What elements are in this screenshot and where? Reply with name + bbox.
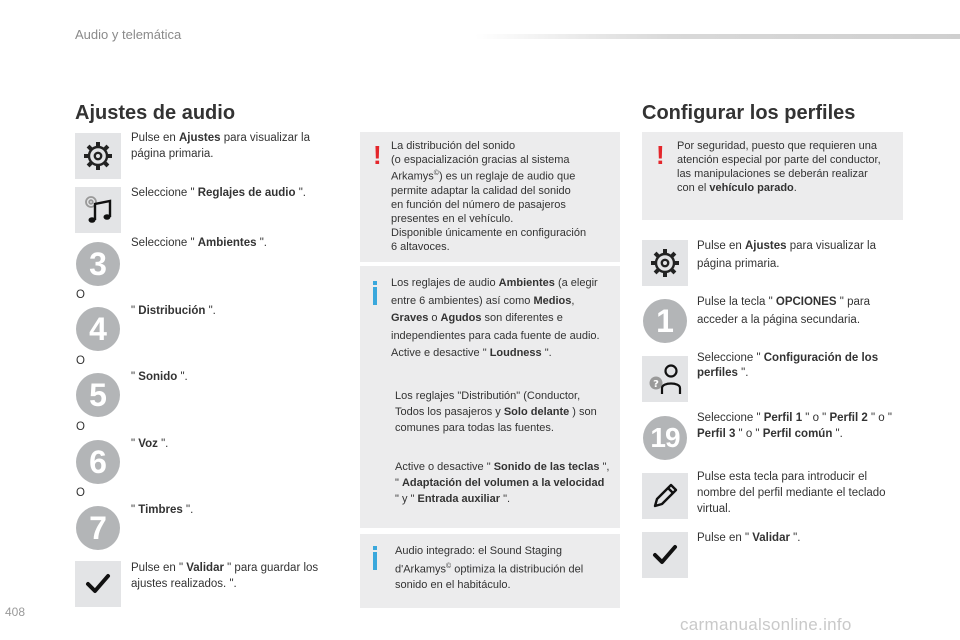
info-paragraph-3: Active o desactive " Sonido de las teclas ", " Adaptación del volumen a la velocidad " y " Entrada auxiliar ". [395, 461, 610, 505]
validate-check-icon [75, 561, 121, 607]
step-number-19: 19 [642, 415, 688, 461]
info-box-audio-settings [360, 266, 620, 528]
step-number-5: 5 [75, 372, 121, 418]
step-number-3: 3 [75, 241, 121, 287]
profile-person-icon [642, 356, 688, 402]
warning-safety-text: Por seguridad, puesto que requieren una atención especial por parte del conductor, las manipulaciones se deberán realizar con el vehículo parado. [677, 140, 881, 194]
info-paragraph-2: Los reglajes "Distributión" (Conductor, Todos los pasajeros y Solo delante ) son comunes para todas las fuentes. [395, 390, 597, 434]
page-number: 408 [5, 605, 26, 619]
or-label: O [76, 487, 85, 499]
header-divider [475, 34, 960, 39]
or-label: O [76, 289, 85, 301]
header-title: Audio y telemática [75, 27, 182, 42]
step-number-7: 7 [75, 505, 121, 551]
info-icon [373, 287, 377, 305]
audio-settings-icon [75, 187, 121, 233]
step-audio-2: Seleccione " Reglajes de audio ". [131, 187, 306, 199]
step-audio-4: " Distribución ". [131, 305, 216, 317]
section-title-audio: Ajustes de audio [75, 102, 236, 124]
info-sound-staging-text: Audio integrado: el Sound Staging d'Arkamys© optimiza la distribución del sonido en el habitáculo. [395, 545, 584, 591]
warning-icon: ! [656, 140, 665, 170]
step-profile-3: Seleccione " Configuración de los perfiles ". [697, 352, 879, 379]
step-number-1: 1 [642, 298, 688, 344]
step-profile-5: Pulse esta tecla para introducir el nombre del perfil mediante el teclado virtual. [697, 471, 886, 515]
step-audio-1: Pulse en Ajustes para visualizar la página primaria. [131, 132, 310, 160]
step-profile-2: Pulse la tecla " OPCIONES " para acceder a la página secundaria. [697, 296, 871, 326]
settings-gear-icon [75, 133, 121, 179]
step-number-4: 4 [75, 306, 121, 352]
step-audio-5: " Sonido ". [131, 371, 188, 383]
step-number-6: 6 [75, 439, 121, 485]
step-profile-1: Pulse en Ajustes para visualizar la página primaria. [697, 240, 876, 270]
step-profile-4: Seleccione " Perfil 1 " o " Perfil 2 " o " Perfil 3 " o " Perfil común ". [697, 412, 892, 440]
validate-check-icon [642, 532, 688, 578]
watermark: carmanualsonline.info [680, 615, 852, 634]
or-label: O [76, 355, 85, 367]
step-audio-6: " Voz ". [131, 438, 169, 450]
edit-pencil-icon [642, 473, 688, 519]
step-audio-3: Seleccione " Ambientes ". [131, 237, 268, 249]
section-title-profiles: Configurar los perfiles [642, 102, 856, 124]
warning-icon: ! [373, 140, 382, 170]
or-label: O [76, 421, 85, 433]
step-audio-8: Pulse en " Validar " para guardar los ajustes realizados. ". [131, 562, 319, 590]
step-profile-6: Pulse en " Validar ". [697, 532, 801, 544]
warning-box-safety [642, 132, 903, 220]
info-box-sound-staging [360, 534, 620, 608]
warning-text: La distribución del sonido (o espacialización gracias al sistema Arkamys©) es un reglaje de audio que permite adaptar la calidad del sonido en función del número de pasajeros presentes en el vehículo. Disponible únicamente en configuración 6 altavoces. [391, 140, 587, 253]
step-audio-7: " Timbres ". [131, 504, 194, 516]
settings-gear-icon [642, 240, 688, 286]
svg-text:?: ? [653, 379, 659, 390]
info-icon [373, 552, 377, 570]
warning-box-distribution [360, 132, 620, 262]
info-paragraph-1: Los reglajes de audio Ambientes (a elegir entre 6 ambientes) así como Medios, Graves o Agudos son diferentes e independientes para cada fuente de audio. Active e desactive " Loudness ". [391, 277, 600, 359]
